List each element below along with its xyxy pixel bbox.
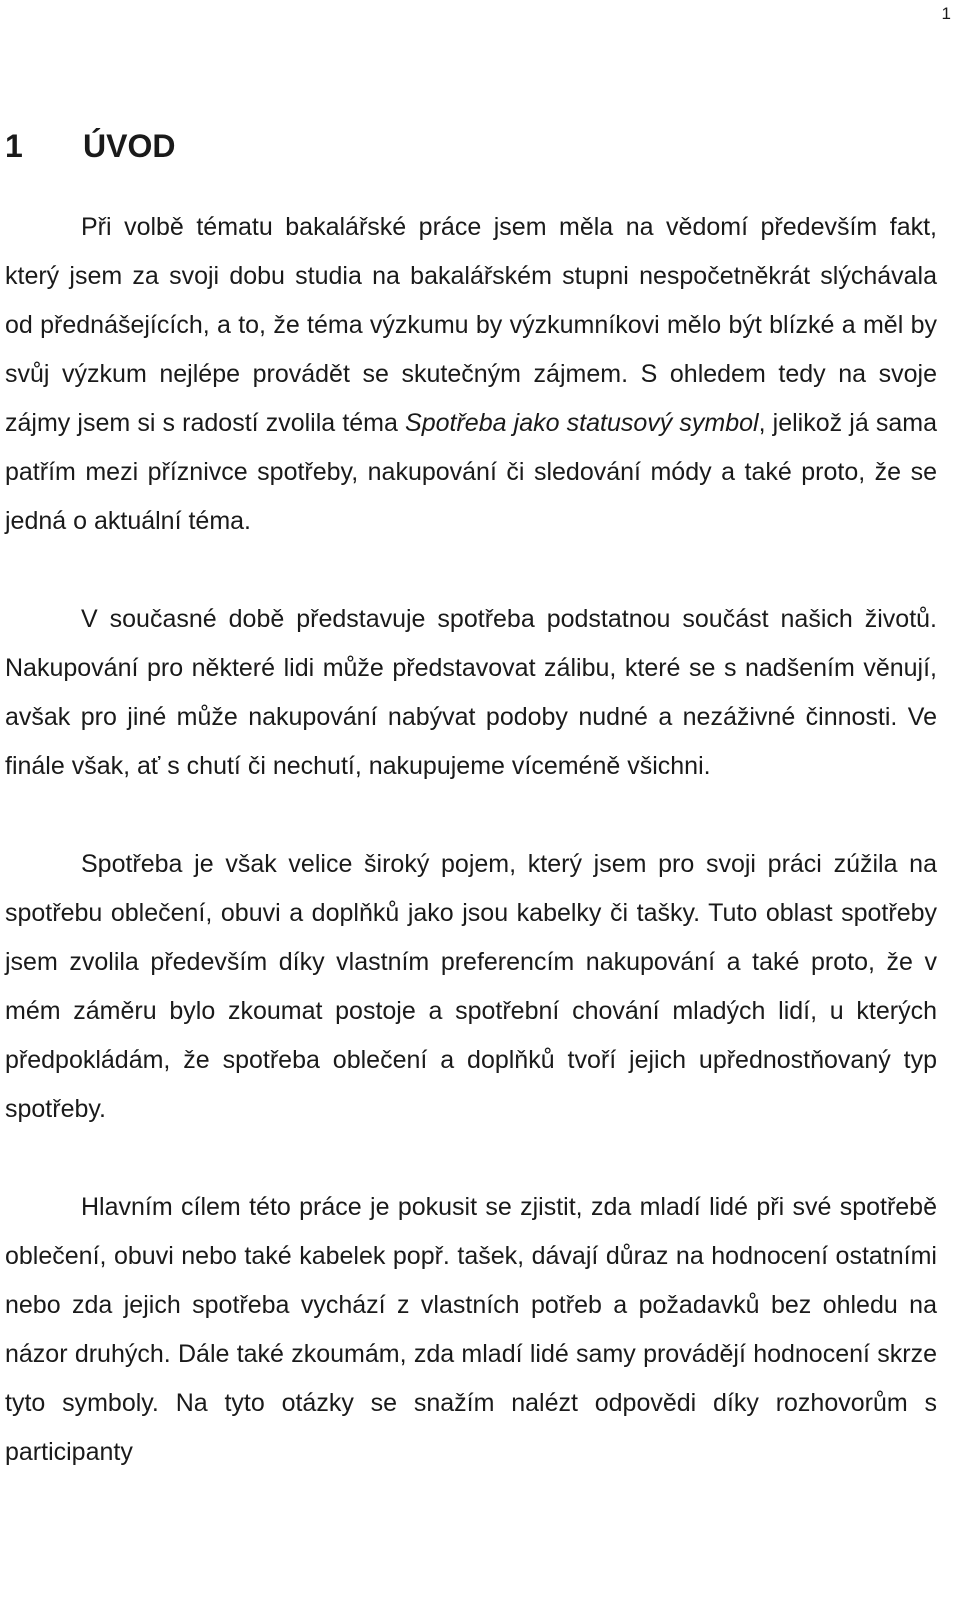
paragraph-4: Hlavním cílem této práce je pokusit se zjistit, zda mladí lidé při své spotřebě oblečení, obuvi nebo také kabelek popř. tašek, dávají důraz na hodnocení ostatními nebo zda jejich spotřeba vychází z vlastních potřeb a požadavků bez ohledu na názor druhých. Dále také zkoumám, zda mladí lidé samy provádějí hodnocení skrze tyto symboly. Na tyto otázky se snažím nalézt odpovědi díky rozhovorům s participanty — [5, 1193, 937, 1466]
paragraph-3: Spotřeba je však velice široký pojem, který jsem pro svoji práci zúžila na spotřebu oblečení, obuvi a doplňků jako jsou kabelky či tašky. Tuto oblast spotřeby jsem zvolila především díky vlastním preferencím nakupování a také proto, že v mém záměru bylo zkoumat postoje a spotřební chování mladých lidí, u kterých předpokládám, že spotřeba oblečení a doplňků tvoří jejich upřednostňovaný typ spotřeby. — [5, 850, 937, 1123]
body-text — [5, 203, 937, 1477]
page-number: 1 — [941, 4, 951, 23]
paragraph-1 — [5, 203, 937, 546]
paragraph-2: V současné době představuje spotřeba podstatnou součást našich životů. Nakupování pro některé lidi může představovat zálibu, které se s nadšením věnují, avšak pro jiné může nakupování nabývat podoby nudné a nezáživné činnosti. Ve finále však, ať s chutí či nechutí, nakupujeme víceméně všichni. — [5, 605, 937, 780]
topic-title: Spotřeba jako statusový symbol — [405, 409, 759, 437]
chapter-number: 1 — [5, 128, 23, 164]
paragraph-1-text-after: , jelikož já sama patřím mezi příznivce spotřeby, nakupování či sledování módy a také proto, že se jedná o aktuální téma. — [5, 409, 937, 535]
chapter-title: ÚVOD — [83, 128, 176, 164]
chapter-heading — [5, 124, 175, 168]
paragraph-1-text-before: Při volbě tématu bakalářské práce jsem měla na vědomí především fakt, který jsem za svoji dobu studia na bakalářském stupni nespočetněkrát slýchávala od přednášejících, a to, že téma výzkumu by výzkumníkovi mělo být blízké a měl by svůj výzkum nejlépe provádět se skutečným zájmem. S ohledem tedy na svoje zájmy jsem si s radostí zvolila téma — [5, 213, 937, 437]
